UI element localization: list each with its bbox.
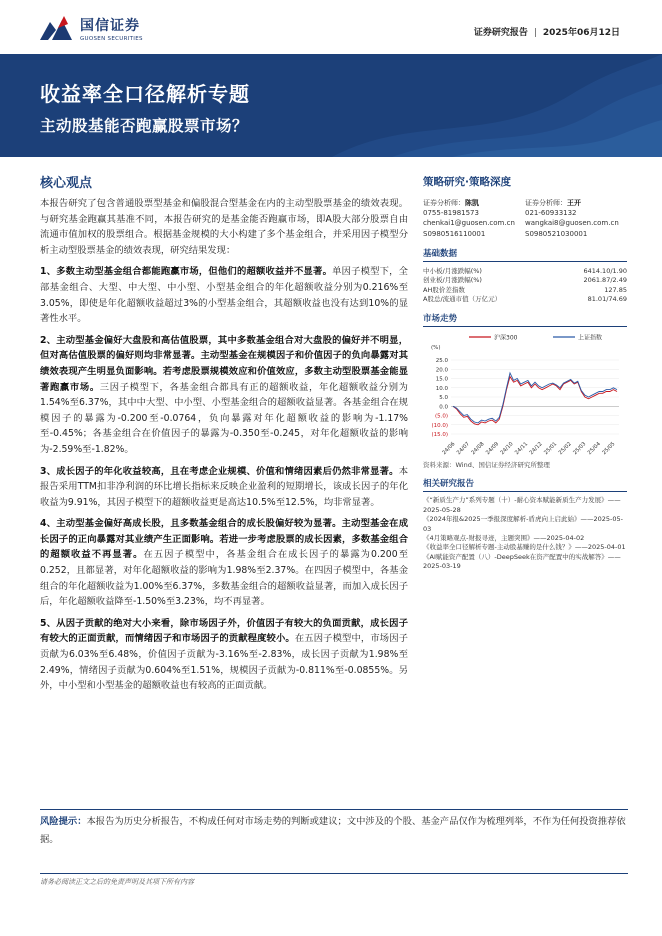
y-tick-label: 15.0 — [435, 376, 448, 383]
report-date: 2025年06月12日 — [542, 28, 620, 38]
report-title: 收益率全口径解析专题 — [40, 82, 250, 106]
y-tick-label: 20.0 — [435, 367, 448, 374]
stat-label: A股总/流通市值（万亿元） — [423, 295, 502, 304]
page-header — [0, 0, 662, 50]
x-tick-label: 24/06 — [441, 441, 457, 457]
x-tick-label: 25/04 — [586, 441, 602, 457]
stat-value: 2061.87/2.49 — [583, 276, 627, 285]
analyst-list — [423, 198, 627, 239]
sidebar-heading: 策略研究·策略深度 — [423, 176, 511, 188]
related-reports-list — [423, 496, 627, 571]
related-report-link[interactable]: 《“新质生产力”系列专题（十）-耐心资本赋能新质生产力发展》——2025-05-28 — [423, 496, 621, 514]
finding-2 — [40, 333, 408, 458]
risk-label: 风险提示： — [40, 816, 87, 827]
guosen-logo-icon — [38, 14, 74, 42]
finding-2-text: 三因子模型下，各基金组合都具有正的超额收益，年化超额收益分别为1.54%至6.37%，其中中大型、中小型、小型基金组合的超额收益显著。各基金组合在规模因子的暴露为-0.200至-0.0764，负向暴露对年化超额收益的影响为-1.17%至-0.45%；各基金组合在价值因子的暴露为-0.350至-0.245，对年化超额收益的影响为-2.59%至-1.82%。 — [40, 381, 408, 455]
x-tick-label: 25/03 — [572, 441, 588, 457]
company-logo — [38, 14, 143, 42]
report-meta: 证券研究报告 | 2025年06月12日 — [473, 28, 620, 38]
core-views — [40, 172, 408, 700]
x-tick-label: 24/09 — [485, 441, 501, 457]
y-tick-label: 5.0 — [439, 395, 448, 402]
report-subtitle: 主动股基能否跑赢股票市场？ — [40, 117, 249, 135]
stat-row — [423, 295, 627, 304]
x-tick-label: 25/02 — [557, 441, 573, 457]
series-line — [453, 377, 617, 425]
finding-2-lead: 2、主动型基金偏好大盘股和高估值股票，其中多数基金组合对大盘股的偏好并不明显，但对高估值股票的偏好则均非常显著。主动型基金在规模因子和价值因子的负向暴露对其绩效表现产生明显负面影响。若考虑股票规模效应和价值效应，多数主动型股票基金能显著跑赢市场。 — [40, 334, 408, 393]
banner-decoration — [332, 54, 662, 157]
analyst-name: 王开 — [567, 199, 581, 207]
finding-3-lead: 3、成长因子的年化收益较高，且在考虑企业规模、价值和情绪因素后仍然非常显著。 — [40, 465, 399, 477]
related-report-link[interactable]: 《收益率全口径解析专题-主动股基赚的是什么钱？》——2025-04-01 — [423, 543, 626, 552]
analyst-phone: 0755-81981573 — [423, 209, 479, 218]
y-tick-label: (15.0) — [431, 432, 448, 439]
analyst-cert: S0980521030001 — [525, 229, 588, 238]
x-tick-label: 24/10 — [499, 441, 515, 457]
logo-name-en: GUOSEN SECURITIES — [80, 35, 143, 42]
related-reports-heading: 相关研究报告 — [423, 477, 627, 492]
stat-row — [423, 276, 627, 285]
y-tick-label: 25.0 — [435, 358, 448, 365]
x-tick-label: 24/11 — [514, 441, 530, 457]
analyst-cert: S0980516110001 — [423, 229, 486, 238]
stat-row — [423, 267, 627, 276]
analyst-card — [423, 198, 525, 239]
basic-data-table — [423, 267, 627, 305]
finding-5-text: 在五因子模型中，市场因子贡献为6.03%至6.48%，价值因子贡献为-3.16%至-2.83%，成长因子贡献为1.98%至2.49%，情绪因子贡献为0.604%至1.51%，规模因子贡献为-0.811%至-0.0855%。另外，中小型和小型基金的超额收益也有较高的正面贡献。 — [40, 633, 408, 692]
y-tick-label: (5.0) — [434, 413, 448, 420]
sidebar — [423, 174, 627, 572]
legend-label: 沪深300 — [494, 334, 518, 342]
analyst-name: 陈凯 — [465, 199, 479, 207]
x-tick-label: 25/01 — [543, 441, 559, 457]
x-tick-label: 24/12 — [528, 441, 544, 457]
market-trend-chart — [423, 330, 627, 458]
analyst-email[interactable]: chenkai1@guosen.com.cn — [423, 219, 515, 228]
analyst-phone: 021-60933132 — [525, 209, 577, 218]
y-tick-label: (10.0) — [431, 423, 448, 430]
chart-source: 资料来源：Wind、国信证券经济研究所整理 — [423, 461, 550, 470]
finding-5-lead: 5、从因子贡献的绝对大小来看，除市场因子外，价值因子有较大的负面贡献，成长因子有较大的正面贡献，而情绪因子和市场因子的贡献程度较小。 — [40, 617, 408, 645]
analyst-title: 证券分析师： — [423, 199, 465, 207]
finding-5 — [40, 616, 408, 694]
finding-4-lead: 4、主动型基金偏好高成长股，且多数基金组合的成长股偏好较为显著。主动型基金在成长因子的正向暴露对其业绩产生正面影响。若进一步考虑股票的成长因素，多数基金组合的超额收益不再显著。 — [40, 518, 408, 561]
analyst-email[interactable]: wangkai8@guosen.com.cn — [525, 219, 619, 228]
intro-paragraph: 本报告研究了包含普通股票型基金和偏股混合型基金在内的主动型股票基金的绩效表现。与研究基金跑赢其基准不同，本报告研究的是基金能否跑赢市场，即A股大部分股票自由流通市值加权的股票组合。根据基金规模的大小构建了多个基金组合，并采用因子模型分析主动型股票基金的绩效表现，研究结果发现： — [40, 198, 408, 256]
footer-divider — [40, 873, 628, 874]
related-report-link[interactable]: 《4月策略观点-财报寻迹，主题突围》——2025-04-02 — [423, 534, 585, 543]
analyst-title: 证券分析师： — [525, 199, 567, 207]
stat-value: 81.01/74.69 — [587, 295, 627, 304]
basic-data-heading: 基础数据 — [423, 247, 627, 262]
footer-disclaimer: 请务必阅读正文之后的免责声明及其项下所有内容 — [40, 878, 194, 886]
finding-1-lead: 1、多数主动型基金组合都能跑赢市场，但他们的超额收益并不显著。 — [40, 266, 333, 278]
stat-row — [423, 286, 627, 295]
related-report-link[interactable]: 《2024年报&2025一季报深度解析-盾虎向上启此始》——2025-05-03 — [423, 515, 624, 533]
finding-3-text: 本报告采用TTM扣非净利润的环比增长指标来反映企业盈利的短期增长，该成长因子的年化收益为9.91%，其因子模型下的超额收益更是高达10.5%至12.5%，均非常显著。 — [40, 465, 408, 508]
x-tick-label: 24/08 — [470, 441, 486, 457]
title-banner — [0, 54, 662, 157]
x-tick-label: 25/05 — [601, 441, 617, 457]
market-trend-heading: 市场走势 — [423, 312, 627, 327]
y-tick-label: 0.0 — [439, 404, 448, 411]
logo-name-cn: 国信证券 — [80, 17, 140, 34]
stat-value: 6414.10/1.90 — [583, 266, 627, 275]
risk-text: 本报告为历史分析报告，不构成任何对市场走势的判断或建议；文中涉及的个股、基金产品仅作为梳理列举，不作为任何投资推荐依据。 — [40, 816, 626, 845]
stat-value: 127.85 — [604, 285, 627, 294]
stat-label: 创业板/月涨跌幅(%) — [423, 276, 482, 285]
finding-1 — [40, 264, 408, 326]
market-trend-svg — [423, 330, 627, 458]
x-tick-label: 24/07 — [455, 441, 471, 457]
risk-warning — [40, 809, 628, 849]
finding-1-text: 单因子模型下，全部基金组合、大型、中大型、中小型、小型基金组合的年化超额收益分别为0.216%至3.05%，即使是年化超额收益超过3%的小型基金组合，其超额收益也没有达到10%的显著性水平。 — [40, 266, 408, 325]
analyst-card — [525, 198, 627, 239]
y-tick-label: 10.0 — [435, 386, 448, 393]
stat-label: 中小板/月涨跌幅(%) — [423, 266, 482, 275]
y-axis-unit: (%) — [431, 345, 441, 352]
finding-4-text: 在五因子模型中，各基金组合在成长因子的暴露为0.200至0.252，且都显著，对年化超额收益的影响为1.98%至2.37%。在四因子模型中，各基金组合的年化超额收益为1.00%至6.37%，多数基金组合的超额收益显著，而加入成长因子后，年化超额收益降至-1.50%至3.23%，均不再显著。 — [40, 549, 408, 608]
legend-label: 上证指数 — [578, 334, 603, 342]
report-type: 证券研究报告 — [473, 28, 528, 38]
related-report-link[interactable]: 《AI赋能资产配置（八）-DeepSeek在资产配置中的实战解答》——2025-03-19 — [423, 552, 621, 571]
finding-3 — [40, 464, 408, 511]
stat-label: AH股价差指数 — [423, 285, 465, 294]
core-views-heading: 核心观点 — [40, 176, 93, 191]
finding-4 — [40, 516, 408, 610]
